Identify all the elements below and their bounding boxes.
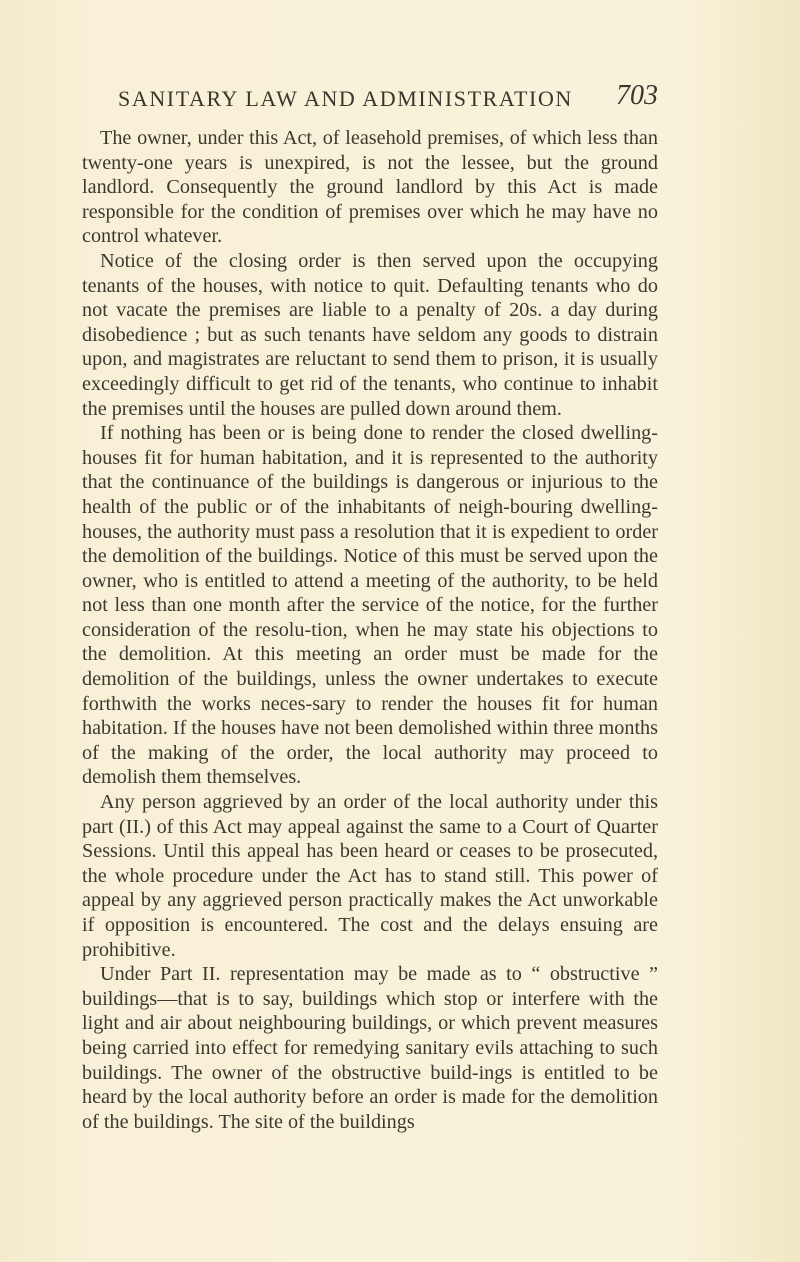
paragraph-demolition-resolution: If nothing has been or is being done to render the closed dwelling-houses fit for human habitation, and it is represented to the authority that the continuance of the buildings is dangerous or injurious to the health of the public or of the inhabitants of neigh-bouring dwelling-houses, the authority must pass a resolution that it is expedient to order the demolition of the buildings. Notice of this must be served upon the owner, who is entitled to attend a meeting of the authority, to be held not less than one month after the service of the notice, for the further consideration of the resolu-tion, when he may state his objections to the demolition. At this meeting an order must be made for the demolition of the buildings, unless the owner undertakes to execute forthwith the works neces-sary to render the houses fit for human habitation. If the houses have not been demolished within three months of the making of the order, the local authority may proceed to demolish them themselves. [82, 422, 658, 789]
body-text [82, 126, 658, 1134]
paragraph-closing-order-notice: Notice of the closing order is then served upon the occupying tenants of the houses, with notice to quit. Defaulting tenants who do not vacate the premises are liable to a penalty of 20s. a day during disobedience ; but as such tenants have seldom any goods to distrain upon, and magistrates are reluctant to send them to prison, it is usually exceedingly difficult to get rid of the tenants, who continue to inhabit the premises until the houses are pulled down around them. [82, 249, 658, 420]
paragraph-leasehold-owner: The owner, under this Act, of leasehold premises, of which less than twenty-one years is unexpired, is not the lessee, but the ground landlord. Consequently the ground landlord by this Act is made responsible for the condition of premises over which he may have no control whatever. [82, 127, 658, 248]
paragraph-obstructive-buildings: Under Part II. representation may be made as to “ obstructive ” buildings—that is to say, buildings which stop or interfere with the light and air about neighbouring buildings, or which prevent measures being carried into effect for remedying sanitary evils attaching to such buildings. The owner of the obstructive build-ings is entitled to be heard by the local authority before an order is made for the demolition of the buildings. The site of the buildings [82, 963, 658, 1133]
paragraph-appeal: Any person aggrieved by an order of the local authority under this part (II.) of this Act may appeal against the same to a Court of Quarter Sessions. Until this appeal has been heard or ceases to be prosecuted, the whole procedure under the Act has to stand still. This power of appeal by any aggrieved person practically makes the Act unworkable if opposition is encountered. The cost and the delays ensuing are prohibitive. [82, 791, 658, 961]
running-title: SANITARY LAW AND ADMINISTRATION [118, 86, 573, 111]
page-number: 703 [616, 80, 658, 111]
running-head [118, 80, 658, 120]
